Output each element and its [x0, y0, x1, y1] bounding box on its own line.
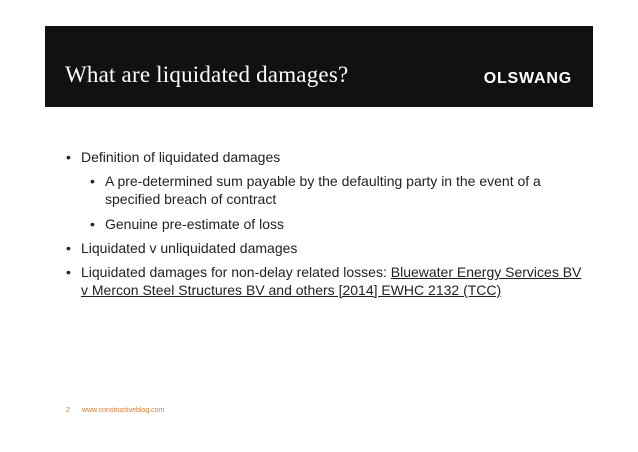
bullet-icon: •	[90, 216, 95, 232]
slide-title: What are liquidated damages?	[65, 62, 349, 87]
list-item	[66, 263, 586, 299]
bullet-list	[66, 148, 586, 299]
bullet-prefix-text: Liquidated damages for non-delay related losses:	[81, 264, 391, 280]
list-item	[66, 172, 586, 208]
bullet-icon: •	[90, 173, 95, 189]
list-item	[66, 148, 586, 166]
olswang-logo: OLSWANG	[483, 70, 572, 87]
bullet-text: Definition of liquidated damages	[81, 149, 281, 165]
bullet-text	[81, 263, 586, 299]
bullet-icon: •	[66, 264, 71, 280]
bullet-text: Genuine pre-estimate of loss	[105, 216, 284, 232]
bullet-text: Liquidated v unliquidated damages	[81, 240, 298, 256]
bullet-icon: •	[66, 149, 71, 165]
page-number: 2	[66, 407, 70, 414]
case-citation-link[interactable]: Bluewater Energy Services BV v Mercon Steel Structures BV and others [2014] EWHC 2132 (TCC)	[81, 264, 582, 298]
bullet-text: A pre-determined sum payable by the defaulting party in the event of a specified breach of contract	[105, 173, 541, 207]
footer-url: www.constructiveblog.com	[81, 407, 165, 414]
list-item	[66, 215, 586, 233]
bullet-icon: •	[66, 240, 71, 256]
title-banner	[45, 26, 593, 107]
list-item	[66, 239, 586, 257]
footer	[66, 407, 164, 414]
